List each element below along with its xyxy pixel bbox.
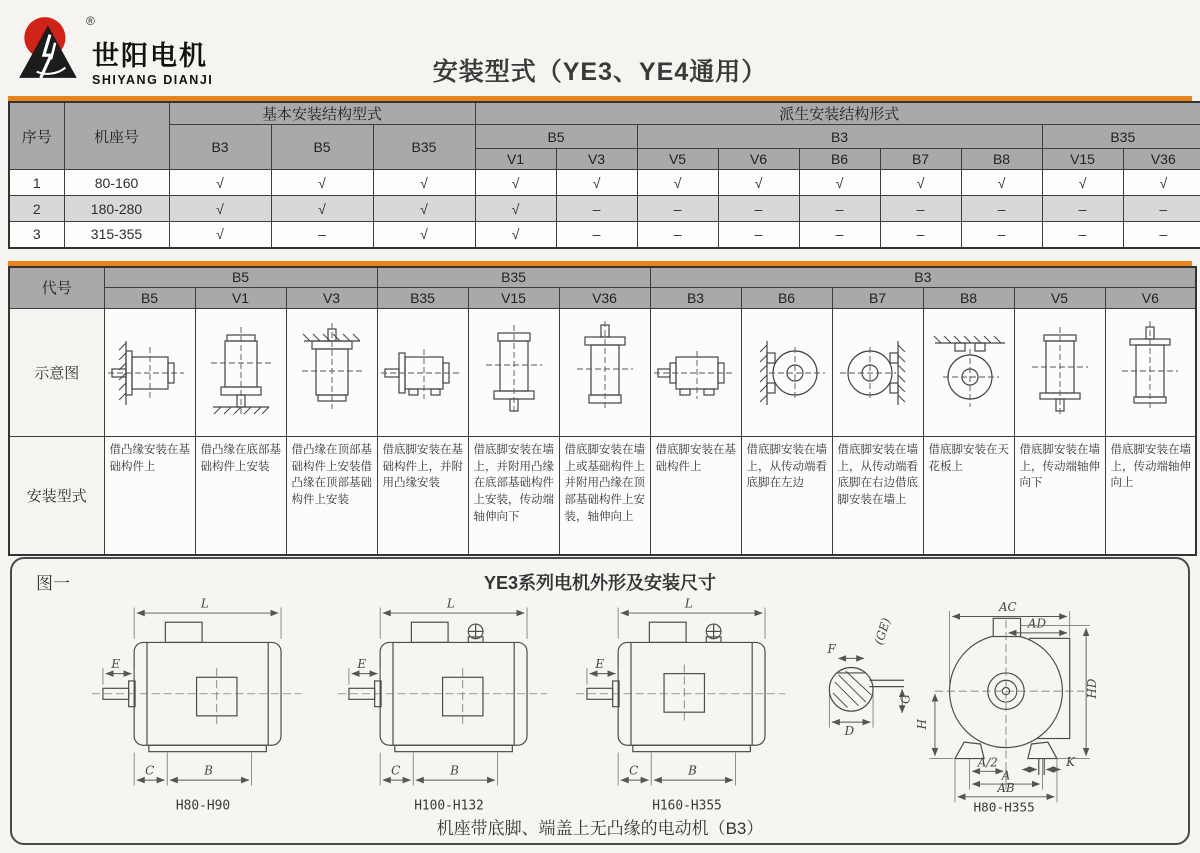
col-header-b8: B8: [961, 149, 1042, 170]
desc-cell-b7: 借底脚安装在墙上，从传动端看底脚在右边借底脚安装在墙上: [832, 437, 923, 555]
figure-caption: 机座带底脚、端盖上无凸缘的电动机（B3）: [436, 819, 764, 838]
seq-cell: 2: [9, 196, 64, 222]
derived-group-b3: B3: [637, 125, 1042, 149]
page-title: 安装型式（YE3、YE4通用）: [432, 58, 768, 86]
desc-cell-v6: 借底脚安装在墙上，传动端轴伸向上: [1105, 437, 1196, 555]
check-cell: –: [637, 222, 718, 248]
svg-text:A: A: [1001, 768, 1011, 783]
diagram-cell-v5: [1014, 309, 1105, 437]
check-cell: –: [556, 222, 637, 248]
svg-text:L: L: [684, 596, 693, 611]
svg-text:H80-H355: H80-H355: [973, 800, 1035, 815]
row-header-mounting-type: 安装型式: [9, 437, 104, 555]
svg-text:H: H: [914, 719, 929, 730]
col-header-seq: 序号: [9, 102, 64, 170]
check-cell: √: [1123, 170, 1200, 196]
col-header-b5: B5: [271, 125, 373, 170]
svg-text:AC: AC: [998, 600, 1017, 615]
diagram-cell-b35: [377, 309, 468, 437]
check-cell: √: [961, 170, 1042, 196]
check-cell: –: [271, 222, 373, 248]
desc-cell-v1: 借凸缘在底部基础构件上安装: [195, 437, 286, 555]
desc-cell-v15: 借底脚安装在墙上，并附用凸缘在底部基础构件上安装，传动端轴伸向下: [468, 437, 559, 555]
code-v15: V15: [468, 288, 559, 309]
code-b5: B5: [104, 288, 195, 309]
check-cell: –: [799, 222, 880, 248]
svg-text:F: F: [827, 641, 836, 656]
check-cell: √: [169, 170, 271, 196]
svg-text:C: C: [391, 763, 401, 778]
logo-subtitle: SHIYANG DIANJI: [92, 73, 214, 87]
motor-vertical-shaft-down-icon: [1016, 317, 1104, 429]
seq-cell: 1: [9, 170, 64, 196]
col-header-frame: 机座号: [64, 102, 169, 170]
svg-text:E: E: [357, 657, 367, 672]
group-b5: B5: [104, 267, 377, 288]
check-cell: √: [373, 170, 475, 196]
check-cell: –: [880, 222, 961, 248]
col-header-v15: V15: [1042, 149, 1123, 170]
diagram-cell-b3: [650, 309, 741, 437]
col-header-v3: V3: [556, 149, 637, 170]
svg-text:AB: AB: [997, 781, 1015, 796]
motor-end-view-ceiling-icon: [925, 317, 1013, 429]
desc-cell-b8: 借底脚安装在天花板上: [923, 437, 1014, 555]
figure-title: YE3系列电机外形及安装尺寸: [483, 573, 717, 593]
mounting-type-table-wrap: [8, 261, 1192, 556]
check-cell: √: [718, 170, 799, 196]
motor-end-view-wall-left-icon: [743, 317, 831, 429]
frame-cell: 80-160: [64, 170, 169, 196]
group-header-basic: 基本安装结构型式: [169, 102, 475, 125]
motor-feet-and-flange-icon: [379, 317, 467, 429]
check-cell: √: [637, 170, 718, 196]
svg-text:H160-H355: H160-H355: [652, 798, 722, 814]
svg-text:G: G: [898, 694, 913, 704]
svg-text:K: K: [1066, 754, 1075, 769]
side-view-drawing-h80-h90: [78, 591, 328, 815]
figure-tag: 图一: [36, 574, 70, 593]
diagram-cell-v36: [559, 309, 650, 437]
svg-text:B: B: [204, 763, 213, 778]
check-cell: √: [271, 170, 373, 196]
check-cell: √: [373, 196, 475, 222]
col-header-v36: V36: [1123, 149, 1200, 170]
check-cell: –: [718, 196, 799, 222]
row-header-code: 代号: [9, 267, 104, 309]
logo-name: 世阳电机: [92, 41, 208, 71]
seq-cell: 3: [9, 222, 64, 248]
svg-text:L: L: [200, 596, 209, 611]
front-view-drawing-h80-h355: [800, 591, 1130, 815]
diagram-cell-b7: [832, 309, 923, 437]
check-cell: √: [475, 196, 556, 222]
frame-cell: 180-280: [64, 196, 169, 222]
diagram-cell-b6: [741, 309, 832, 437]
check-cell: √: [169, 196, 271, 222]
motor-end-view-wall-right-icon: [834, 317, 922, 429]
svg-text:E: E: [111, 657, 121, 672]
code-b3: B3: [650, 288, 741, 309]
code-b6: B6: [741, 288, 832, 309]
code-b8: B8: [923, 288, 1014, 309]
table-row: [9, 170, 1200, 196]
group-b3: B3: [650, 267, 1196, 288]
code-v3: V3: [286, 288, 377, 309]
svg-text:B: B: [688, 763, 697, 778]
side-view-drawing-h100-h132: [324, 591, 574, 815]
svg-text:AD: AD: [1027, 616, 1046, 631]
col-header-b3: B3: [169, 125, 271, 170]
page-header: [0, 0, 1200, 96]
logo: [14, 8, 213, 87]
desc-cell-b6: 借底脚安装在墙上，从传动端看底脚在左边: [741, 437, 832, 555]
check-cell: –: [637, 196, 718, 222]
motor-vertical-flange-top-icon: [288, 317, 376, 429]
figure-box: [10, 557, 1190, 845]
check-cell: √: [373, 222, 475, 248]
diagram-cell-v3: [286, 309, 377, 437]
mounting-type-table: [8, 266, 1197, 556]
svg-text:A/2: A/2: [977, 755, 998, 770]
diagram-cell-b8: [923, 309, 1014, 437]
diagram-cell-v15: [468, 309, 559, 437]
check-cell: √: [799, 170, 880, 196]
check-cell: –: [961, 196, 1042, 222]
svg-text:B: B: [450, 763, 459, 778]
svg-text:H100-H132: H100-H132: [414, 798, 484, 814]
check-cell: –: [718, 222, 799, 248]
table-row: [9, 222, 1200, 248]
shiyang-logo-icon: [14, 14, 86, 82]
col-header-b6: B6: [799, 149, 880, 170]
registered-mark: ®: [86, 14, 95, 28]
check-cell: –: [556, 196, 637, 222]
motor-vertical-shaft-up-flange-icon: [561, 317, 649, 429]
svg-text:E: E: [595, 657, 605, 672]
frame-cell: 315-355: [64, 222, 169, 248]
row-header-diagram: 示意图: [9, 309, 104, 437]
svg-text:H80-H90: H80-H90: [175, 798, 231, 814]
svg-text:C: C: [145, 763, 155, 778]
check-cell: –: [1042, 222, 1123, 248]
desc-cell-v36: 借底脚安装在墙上或基础构件上并附用凸缘在顶部基础构件上安装，轴伸向上: [559, 437, 650, 555]
check-cell: –: [1042, 196, 1123, 222]
check-cell: √: [475, 222, 556, 248]
group-header-derived: 派生安装结构形式: [475, 102, 1200, 125]
check-cell: –: [961, 222, 1042, 248]
check-cell: –: [1123, 222, 1200, 248]
dimension-drawings: [12, 591, 1188, 817]
desc-cell-v3: 借凸缘在顶部基础构件上安装借凸缘在顶部基础构件上安装: [286, 437, 377, 555]
check-cell: –: [1123, 196, 1200, 222]
col-header-b7: B7: [880, 149, 961, 170]
code-v5: V5: [1014, 288, 1105, 309]
svg-text:HD: HD: [1085, 678, 1100, 699]
check-cell: –: [799, 196, 880, 222]
col-header-v5: V5: [637, 149, 718, 170]
motor-feet-horizontal-icon: [652, 317, 740, 429]
desc-cell-v5: 借底脚安装在墙上，传动端轴伸向下: [1014, 437, 1105, 555]
diagram-cell-b5: [104, 309, 195, 437]
col-header-b35: B35: [373, 125, 475, 170]
code-b35: B35: [377, 288, 468, 309]
svg-text:D: D: [844, 723, 855, 738]
col-header-v6: V6: [718, 149, 799, 170]
side-view-drawing-h160-h355: [562, 591, 812, 815]
motor-flange-on-wall-icon: [106, 317, 194, 429]
svg-text:(GE): (GE): [871, 616, 894, 647]
table-row: [9, 196, 1200, 222]
check-cell: –: [880, 196, 961, 222]
check-cell: √: [556, 170, 637, 196]
check-cell: √: [1042, 170, 1123, 196]
availability-table: [8, 101, 1200, 249]
code-v1: V1: [195, 288, 286, 309]
desc-cell-b3: 借底脚安装在基础构件上: [650, 437, 741, 555]
diagram-cell-v6: [1105, 309, 1196, 437]
code-v6: V6: [1105, 288, 1196, 309]
motor-vertical-shaft-up-icon: [1106, 317, 1194, 429]
derived-group-b35: B35: [1042, 125, 1200, 149]
desc-cell-b35: 借底脚安装在基础构件上，并附用凸缘安装: [377, 437, 468, 555]
svg-text:L: L: [446, 596, 455, 611]
col-header-v1: V1: [475, 149, 556, 170]
check-cell: √: [475, 170, 556, 196]
motor-vertical-shaft-down-flange-icon: [470, 317, 558, 429]
svg-text:C: C: [629, 763, 639, 778]
check-cell: √: [271, 196, 373, 222]
desc-cell-b5: 借凸缘安装在基础构件上: [104, 437, 195, 555]
derived-group-b5: B5: [475, 125, 637, 149]
check-cell: √: [880, 170, 961, 196]
motor-vertical-flange-bottom-icon: [197, 317, 285, 429]
availability-table-wrap: [8, 96, 1192, 249]
group-b35: B35: [377, 267, 650, 288]
diagram-cell-v1: [195, 309, 286, 437]
code-v36: V36: [559, 288, 650, 309]
code-b7: B7: [832, 288, 923, 309]
check-cell: √: [169, 222, 271, 248]
